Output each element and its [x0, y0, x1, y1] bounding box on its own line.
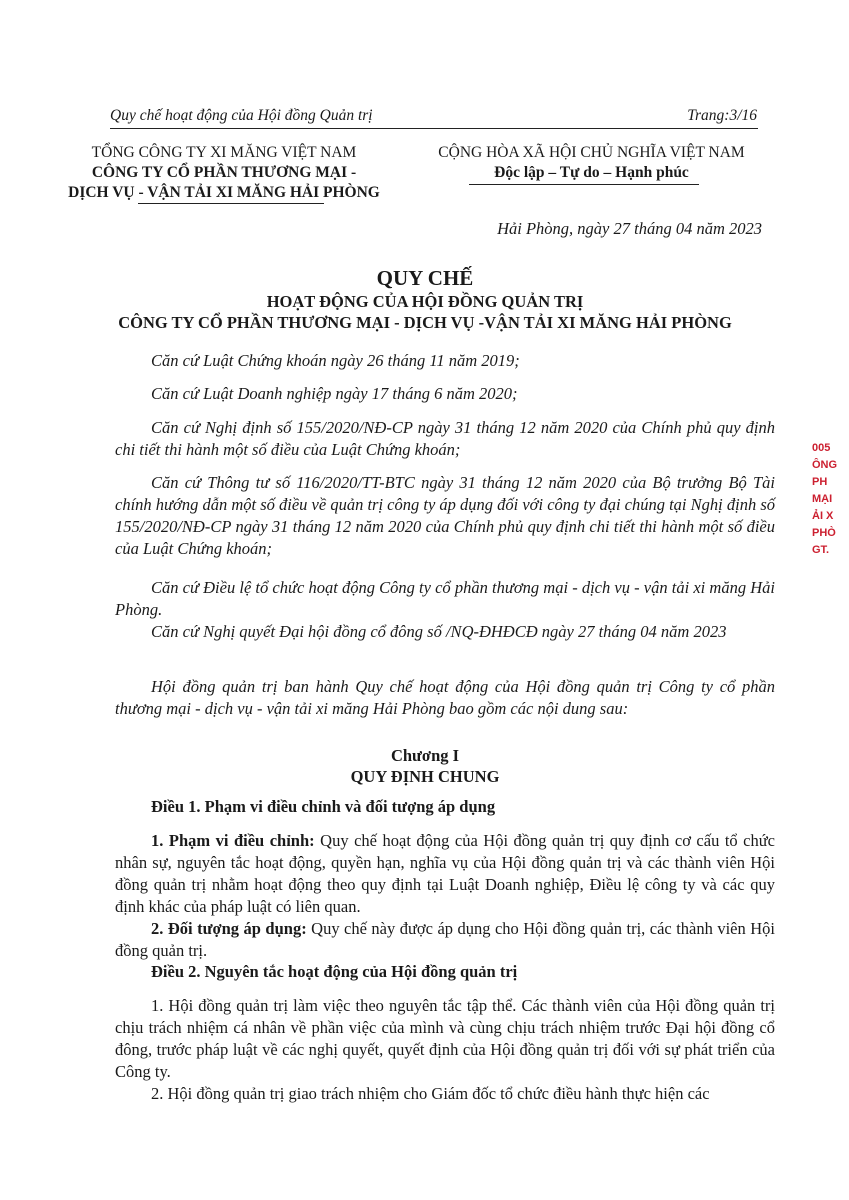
organization-block [65, 143, 383, 203]
article-2-clause-2: 2. Hội đồng quản trị giao trách nhiệm cho Giám đốc tổ chức điều hành thực hiện các [151, 1084, 710, 1103]
seal-text: ẢI X [812, 510, 834, 522]
legal-basis: Căn cứ Nghị quyết Đại hội đồng cổ đông số /NQ-ĐHĐCĐ ngày 27 tháng 04 năm 2023 [151, 622, 727, 641]
running-header-title: Quy chế hoạt động của Hội đồng Quản trị [110, 107, 373, 124]
seal-text: ÔNG [812, 459, 838, 471]
clause-label: 2. Đối tượng áp dụng: [151, 919, 307, 938]
chapter-title: QUY ĐỊNH CHUNG [350, 767, 500, 786]
seal-text: 005 [812, 442, 831, 454]
legal-basis: Căn cứ Điều lệ tổ chức hoạt động Công ty cổ phần thương mại - dịch vụ - vận tải xi măng Hải Phòng. [115, 578, 775, 619]
legal-basis: Căn cứ Nghị định số 155/2020/NĐ-CP ngày 31 tháng 12 năm 2020 của Chính phủ quy định chi tiết thi hành một số điều của Luật Chứng khoán; [115, 418, 775, 459]
page-number: Trang:3/16 [687, 107, 757, 124]
document-subtitle: HOẠT ĐỘNG CỦA HỘI ĐỒNG QUẢN TRỊ [266, 292, 584, 311]
seal-text: GT. [812, 544, 830, 556]
legal-basis: Căn cứ Luật Chứng khoán ngày 26 tháng 11 năm 2019; [151, 351, 520, 370]
chapter-label: Chương I [390, 746, 460, 765]
legal-basis: Căn cứ Thông tư số 116/2020/TT-BTC ngày 31 tháng 12 năm 2020 của Bộ trưởng Bộ Tài chính hướng dẫn một số điều về quản trị công ty áp dụng đối với công ty đại chúng tại Nghị định số 155/2020/NĐ-CP ngày 31 tháng 12 năm 2020 của Chính phủ quy định chi tiết thi hành một số điều của Luật Chứng khoán; [115, 473, 775, 558]
national-motto: Độc lập – Tự do – Hạnh phúc [494, 164, 689, 181]
article-1-clause-2 [115, 918, 775, 962]
document-subtitle-company: CÔNG TY CỔ PHẦN THƯƠNG MẠI - DỊCH VỤ -VẬN TẢI XI MĂNG HẢI PHÒNG [118, 313, 732, 332]
organization-underline [138, 203, 324, 204]
article-2-clause-1: 1. Hội đồng quản trị làm việc theo nguyên tắc tập thể. Các thành viên của Hội đồng quản trị chịu trách nhiệm cá nhân về phần việc của mình và cùng chịu trách nhiệm trước Đại hội đồng cổ đông, trước pháp luật về các nghị quyết, quyết định của Hội đồng quản trị đối với sự phát triển của Công ty. [115, 996, 775, 1081]
clause-text: Quy chế hoạt động của Hội đồng quản trị quy định cơ cấu tổ chức nhân sự, nguyên tắc hoạt động, quyền hạn, nghĩa vụ của Hội đồng quản trị và các thành viên Hội đồng quản trị nhằm hoạt động theo quy định tại Luật Doanh nghiệp, Điều lệ công ty và các quy định khác của pháp luật có liên quan. [115, 831, 776, 916]
clause-text: Quy chế này được áp dụng cho Hội đồng quản trị, các thành viên Hội đồng quản trị. [115, 919, 775, 960]
national-motto-block [403, 143, 780, 183]
article-2-heading: Điều 2. Nguyên tắc hoạt động của Hội đồng quản trị [151, 962, 518, 981]
seal-text: PHÒ [812, 527, 836, 539]
legal-basis: Căn cứ Luật Doanh nghiệp ngày 17 tháng 6 năm 2020; [151, 384, 518, 403]
seal-text: PH [812, 476, 828, 488]
article-1-heading: Điều 1. Phạm vi điều chỉnh và đối tượng áp dụng [151, 797, 496, 816]
motto-underline [469, 184, 699, 185]
preamble: Hội đồng quản trị ban hành Quy chế hoạt động của Hội đồng quản trị Công ty cổ phần thương mại - dịch vụ - vận tải xi măng Hải Phòng bao gồm các nội dung sau: [115, 677, 775, 718]
company-seal-fragment [812, 440, 849, 625]
clause-label: 1. Phạm vi điều chỉnh: [151, 831, 315, 850]
company-name-line1: CÔNG TY CỔ PHẦN THƯƠNG MẠI - [91, 164, 357, 181]
seal-text: MẠI [812, 493, 833, 505]
national-title: CỘNG HÒA XÃ HỘI CHỦ NGHĨA VIỆT NAM [438, 144, 745, 161]
company-name-line2: DỊCH VỤ - VẬN TẢI XI MĂNG HẢI PHÒNG [68, 184, 380, 201]
article-1-clause-1 [115, 830, 775, 918]
document-title: QUY CHẾ [376, 266, 474, 290]
parent-company: TỔNG CÔNG TY XI MĂNG VIỆT NAM [91, 144, 357, 161]
document-date: Hải Phòng, ngày 27 tháng 04 năm 2023 [497, 219, 762, 238]
header-divider [110, 128, 758, 129]
